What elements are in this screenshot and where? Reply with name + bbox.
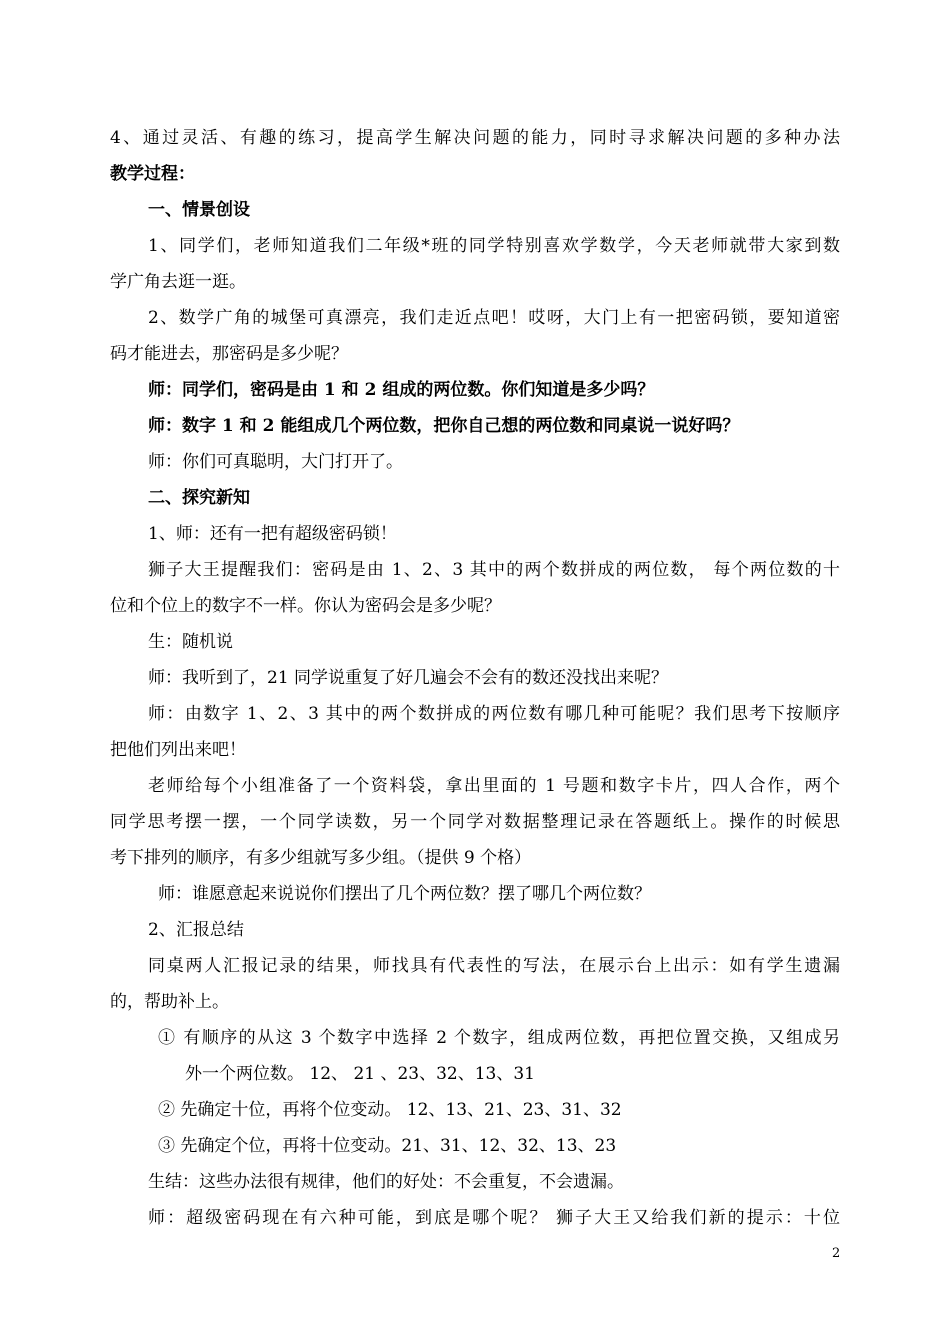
teacher-line-3: 师：你们可真聪明，大门打开了。 xyxy=(148,452,403,472)
section-heading-process: 教学过程： xyxy=(110,164,195,184)
section-heading-1: 一、情景创设 xyxy=(148,200,250,220)
paragraph-2-line-1: 2、数学广角的城堡可真漂亮，我们走近点吧！哎呀，大门上有一把密码锁，要知道密 xyxy=(148,308,840,328)
method-2: ② 先确定十位，再将个位变动。 12、13、21、23、31、32 xyxy=(158,1100,622,1120)
teacher-line-7: 师：超级密码现在有六种可能，到底是哪个呢？ 狮子大王又给我们新的提示：十位 xyxy=(148,1208,840,1228)
group-work-line-1: 老师给每个小组准备了一个资料袋，拿出里面的 1 号题和数字卡片，四人合作，两个 xyxy=(148,776,840,796)
paragraph-2-line-2: 码才能进去，那密码是多少呢？ xyxy=(110,344,348,364)
paragraph-1-line-1: 1、同学们，老师知道我们二年级*班的同学特别喜欢学数学，今天老师就带大家到数 xyxy=(148,236,840,256)
method-1-line-2: 外一个两位数。 12、 21 、23、32、13、31 xyxy=(185,1064,536,1084)
report-line-1: 同桌两人汇报记录的结果，师找具有代表性的写法，在展示台上出示：如有学生遗漏 xyxy=(148,956,840,976)
student-line: 生：随机说 xyxy=(148,632,233,652)
teacher-line-6: 师：谁愿意起来说说你们摆出了几个两位数？摆了哪几个两位数？ xyxy=(158,884,651,904)
student-summary: 生结：这些办法很有规律，他们的好处：不会重复，不会遗漏。 xyxy=(148,1172,624,1192)
group-work-line-3: 考下排列的顺序，有多少组就写多少组。（提供 9 个格） xyxy=(110,848,532,868)
paragraph-1-line-2: 学广角去逛一逛。 xyxy=(110,272,246,292)
lion-hint-line-2: 位和个位上的数字不一样。你认为密码会是多少呢？ xyxy=(110,596,501,616)
report-line-2: 的，帮助补上。 xyxy=(110,992,229,1012)
method-1-line-1: ① 有顺序的从这 3 个数字中选择 2 个数字，组成两位数，再把位置交换，又组成另 xyxy=(158,1028,840,1048)
new-lock-line: 1、师：还有一把有超级密码锁！ xyxy=(148,524,397,544)
teacher-line-5a: 师：由数字 1、2、3 其中的两个数拼成的两位数有哪几种可能呢？我们思考下按顺序 xyxy=(148,704,840,724)
subsection-report: 2、汇报总结 xyxy=(148,920,244,940)
teacher-line-1: 师：同学们，密码是由 1 和 2 组成的两位数。你们知道是多少吗？ xyxy=(148,380,655,400)
teacher-line-2: 师：数字 1 和 2 能组成几个两位数，把你自己想的两位数和同桌说一说好吗？ xyxy=(148,416,740,436)
objective-4: 4、通过灵活、有趣的练习，提高学生解决问题的能力，同时寻求解决问题的多种办法 xyxy=(110,128,840,148)
section-heading-2: 二、探究新知 xyxy=(148,488,250,508)
page-number: 2 xyxy=(832,1246,841,1261)
lion-hint-line-1: 狮子大王提醒我们：密码是由 1、2、3 其中的两个数拼成的两位数， 每个两位数的十 xyxy=(148,560,840,580)
group-work-line-2: 同学思考摆一摆，一个同学读数，另一个同学对数据整理记录在答题纸上。操作的时候思 xyxy=(110,812,840,832)
teacher-line-5b: 把他们列出来吧！ xyxy=(110,740,246,760)
method-3: ③ 先确定个位，再将十位变动。21、31、12、32、13、23 xyxy=(158,1136,617,1156)
teacher-line-4: 师：我听到了，21 同学说重复了好几遍会不会有的数还没找出来呢？ xyxy=(148,668,669,688)
